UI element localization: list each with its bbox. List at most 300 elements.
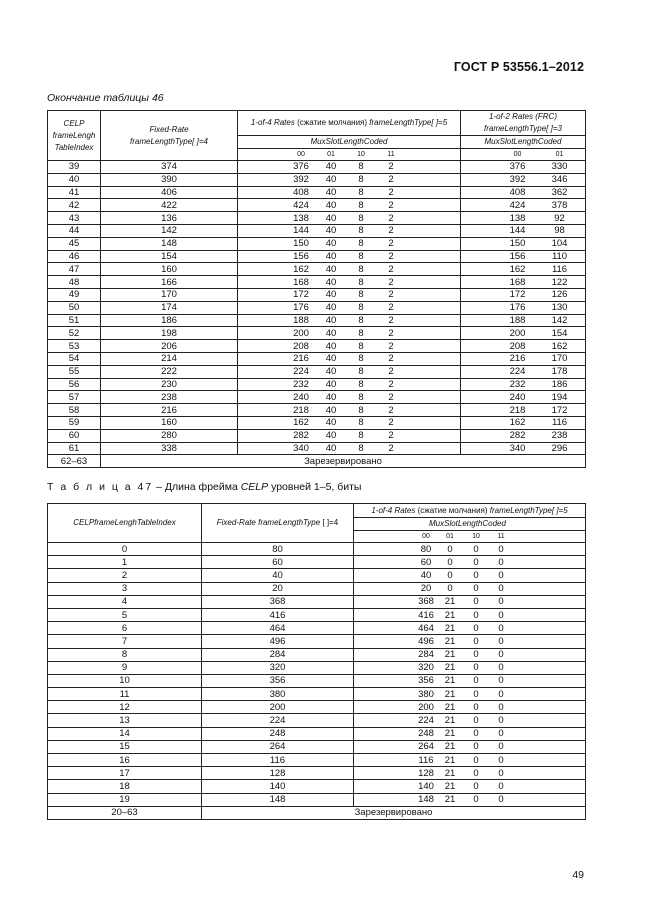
t46-mux-subheader-2: MuxSlotLengthCoded [461,136,586,149]
row-index: 16 [48,754,202,767]
fixed-rate-value: 280 [101,429,238,442]
cell-value: 0 [447,556,453,568]
cell-value: 376 [293,161,309,173]
cell-value: 40 [325,225,337,237]
cell-value: 138 [293,212,309,224]
mux-1of4-values [354,767,586,780]
cell-value: 21 [444,728,456,740]
mux-1of4-values [238,365,461,378]
cell-value: 0 [473,767,479,779]
cell-value: 0 [473,675,479,687]
cell-value: 224 [418,715,434,727]
cell-value: 178 [551,366,568,378]
cell-value: 40 [325,186,337,198]
cell-value: 150 [509,238,526,250]
cell-value: 8 [358,327,364,339]
row-index: 39 [48,161,101,174]
row-index: 58 [48,404,101,417]
mux-1of2-values [461,378,586,391]
mux-1of2-values [461,250,586,263]
row-index: 50 [48,301,101,314]
cell-value: 424 [293,199,309,211]
cell-value: 0 [498,622,504,634]
cell-value: 148 [418,794,434,806]
mux-1of4-values [354,569,586,582]
mux-1of2-values [461,391,586,404]
fixed-rate-value: 224 [202,714,354,727]
cell-value: 0 [473,596,479,608]
mux-1of4-values [354,754,586,767]
cell-value: 21 [444,767,456,779]
cell-value: 0 [498,569,504,581]
mux-1of4-values [238,340,461,353]
fixed-rate-value: 148 [101,237,238,250]
mux-1of4-values [238,391,461,404]
cell-value: 224 [509,366,526,378]
mux-1of4-values [354,780,586,793]
cell-value: 168 [293,276,309,288]
cell-value: 0 [498,649,504,661]
cell-value: 40 [325,353,337,365]
table-row [48,767,586,780]
cell-value: 2 [388,327,394,339]
row-index: 10 [48,674,202,687]
cell-value: 140 [418,780,434,792]
table-row [48,688,586,701]
t47-col-1of4-header: 1-of-4 Rates (сжатие молчания) frameLengthType[ ]=5 [354,504,586,518]
cell-value: 128 [418,767,434,779]
cell-value: 0 [498,715,504,727]
cell-value: 40 [325,199,337,211]
table-row [48,608,586,621]
cell-value: 8 [358,276,364,288]
cell-value: 188 [293,314,309,326]
row-index: 52 [48,327,101,340]
cell-value: 0 [447,583,453,595]
cell-value: 2 [388,391,394,403]
cell-value: 8 [358,378,364,390]
cell-value: 40 [325,161,337,173]
cell-value: 116 [551,263,568,275]
mux-1of2-values [461,301,586,314]
fixed-rate-value: 464 [202,622,354,635]
cell-value: 98 [554,225,565,237]
row-index: 14 [48,727,202,740]
row-index: 48 [48,276,101,289]
t47-col-fixed-header: Fixed-Rate frameLengthType [ ]=4 [202,504,354,543]
cell-value: 0 [473,794,479,806]
cell-value: 162 [509,417,526,429]
mux-1of2-values [461,340,586,353]
row-index: 0 [48,543,202,556]
cell-value: 130 [551,302,568,314]
row-index: 54 [48,352,101,365]
table-row [48,288,586,301]
row-index: 51 [48,314,101,327]
mux-1of2-values [461,276,586,289]
cell-value: 40 [325,250,337,262]
mux-1of4-values [354,622,586,635]
cell-value: 142 [551,314,568,326]
cell-value: 282 [293,430,309,442]
cell-value: 424 [509,199,526,211]
table-row [48,543,586,556]
mux-1of4-values [238,314,461,327]
row-index: 7 [48,635,202,648]
cell-value: 21 [444,701,456,713]
t47-mux-subheader: MuxSlotLengthCoded [354,518,586,531]
fixed-rate-value: 20 [202,582,354,595]
cell-value: 208 [293,340,309,352]
table-row [48,582,586,595]
mux-1of4-values [238,442,461,455]
cell-value: 408 [293,186,309,198]
cell-value: 40 [325,238,337,250]
cell-value: 8 [358,238,364,250]
cell-value: 218 [509,404,526,416]
cell-value: 0 [473,635,479,647]
row-index: 41 [48,186,101,199]
table-row [48,186,586,199]
t47-reserved-index: 20–63 [48,806,202,819]
cell-value: 2 [388,442,394,454]
cell-value: 0 [447,569,453,581]
cell-value: 186 [551,378,568,390]
mux-1of2-values [461,224,586,237]
table-row [48,556,586,569]
cell-value: 40 [325,314,337,326]
cell-value: 392 [293,174,309,186]
cell-value: 2 [388,366,394,378]
mux-1of4-values [238,250,461,263]
cell-value: 8 [358,225,364,237]
mux-1of4-values [238,263,461,276]
cell-value: 232 [293,378,309,390]
cell-value: 8 [358,442,364,454]
cell-value: 110 [551,250,568,262]
cell-value: 0 [473,741,479,753]
table-row [48,391,586,404]
table-row [48,352,586,365]
fixed-rate-value: 230 [101,378,238,391]
cell-value: 238 [551,430,568,442]
table-row [48,793,586,806]
cell-value: 40 [325,378,337,390]
cell-value: 282 [509,430,526,442]
cell-value: 224 [293,366,309,378]
cell-value: 40 [325,263,337,275]
cell-value: 2 [388,302,394,314]
cell-value: 0 [473,701,479,713]
mux-1of2-values [461,404,586,417]
fixed-rate-value: 222 [101,365,238,378]
fixed-rate-value: 238 [101,391,238,404]
cell-value: 8 [358,404,364,416]
cell-value: 0 [473,622,479,634]
mux-1of2-values [461,263,586,276]
table-row [48,263,586,276]
row-index: 46 [48,250,101,263]
cell-value: 21 [444,688,456,700]
cell-value: 126 [551,289,568,301]
mux-1of2-values [461,288,586,301]
row-index: 9 [48,661,202,674]
fixed-rate-value: 160 [101,416,238,429]
cell-value: 264 [418,741,434,753]
cell-value: 8 [358,186,364,198]
t46-col-1of4-header: 1-of-4 Rates (сжатие молчания) frameLengthType[ ]=5 [238,111,461,136]
cell-value: 2 [388,378,394,390]
mux-1of2-values [461,314,586,327]
mux-1of2-values [461,186,586,199]
cell-value: 0 [498,609,504,621]
row-index: 60 [48,429,101,442]
row-index: 44 [48,224,101,237]
cell-value: 20 [420,583,432,595]
mux-1of4-values [238,237,461,250]
t46-body [48,161,586,455]
cell-value: 2 [388,430,394,442]
mux-1of4-values [238,352,461,365]
fixed-rate-value: 416 [202,608,354,621]
cell-value: 2 [388,340,394,352]
cell-value: 2 [388,212,394,224]
cell-value: 416 [418,609,434,621]
cell-value: 156 [293,250,309,262]
cell-value: 0 [473,780,479,792]
mux-1of2-values [461,352,586,365]
row-index: 6 [48,622,202,635]
cell-value: 2 [388,353,394,365]
cell-value: 2 [388,186,394,198]
cell-value: 8 [358,353,364,365]
cell-value: 40 [325,391,337,403]
cell-value: 232 [509,378,526,390]
cell-value: 240 [509,391,526,403]
fixed-rate-value: 216 [101,404,238,417]
cell-value: 162 [293,263,309,275]
cell-value: 80 [420,543,432,555]
table-46 [47,110,586,468]
cell-value: 40 [325,327,337,339]
cell-value: 2 [388,263,394,275]
cell-value: 172 [509,289,526,301]
mux-1of4-values [238,301,461,314]
fixed-rate-value: 80 [202,543,354,556]
cell-value: 21 [444,754,456,766]
cell-value: 122 [551,276,568,288]
table-row [48,442,586,455]
fixed-rate-value: 356 [202,674,354,687]
row-index: 56 [48,378,101,391]
cell-value: 2 [388,417,394,429]
cell-value: 284 [418,649,434,661]
cell-value: 464 [418,622,434,634]
cell-value: 392 [509,174,526,186]
row-index: 57 [48,391,101,404]
cell-value: 0 [473,649,479,661]
row-index: 18 [48,780,202,793]
mux-1of4-values [354,701,586,714]
cell-value: 0 [498,767,504,779]
cell-value: 188 [509,314,526,326]
cell-value: 2 [388,161,394,173]
mux-1of2-values [461,161,586,174]
cell-value: 21 [444,675,456,687]
row-index: 1 [48,556,202,569]
cell-value: 0 [498,596,504,608]
cell-value: 340 [509,442,526,454]
cell-value: 0 [498,675,504,687]
mux-1of2-values [461,429,586,442]
cell-value: 40 [325,174,337,186]
cell-value: 0 [498,556,504,568]
cell-value: 0 [473,583,479,595]
fixed-rate-value: 142 [101,224,238,237]
row-index: 3 [48,582,202,595]
cell-value: 40 [325,212,337,224]
table-row [48,276,586,289]
cell-value: 0 [498,701,504,713]
cell-value: 2 [388,199,394,211]
cell-value: 0 [473,754,479,766]
cell-value: 2 [388,276,394,288]
fixed-rate-value: 206 [101,340,238,353]
row-index: 2 [48,569,202,582]
fixed-rate-value: 248 [202,727,354,740]
cell-value: 356 [418,675,434,687]
mux-1of4-values [354,740,586,753]
table-row [48,635,586,648]
fixed-rate-value: 136 [101,212,238,225]
t46-codes-1of2: 00 01 [461,149,586,161]
cell-value: 0 [498,583,504,595]
cell-value: 8 [358,314,364,326]
cell-value: 380 [418,688,434,700]
mux-1of4-values [354,635,586,648]
cell-value: 376 [509,161,526,173]
cell-value: 8 [358,250,364,262]
fixed-rate-value: 140 [202,780,354,793]
table-row [48,727,586,740]
fixed-rate-value: 200 [202,701,354,714]
cell-value: 8 [358,199,364,211]
row-index: 59 [48,416,101,429]
cell-value: 8 [358,161,364,173]
cell-value: 0 [498,741,504,753]
table-row [48,754,586,767]
row-index: 5 [48,608,202,621]
mux-1of2-values [461,442,586,455]
fixed-rate-value: 214 [101,352,238,365]
mux-1of4-values [354,648,586,661]
fixed-rate-value: 380 [202,688,354,701]
row-index: 43 [48,212,101,225]
table-row [48,314,586,327]
mux-1of4-values [238,224,461,237]
cell-value: 8 [358,391,364,403]
row-index: 17 [48,767,202,780]
fixed-rate-value: 320 [202,661,354,674]
table-row [48,740,586,753]
mux-1of4-values [354,556,586,569]
cell-value: 8 [358,263,364,275]
table-row [48,199,586,212]
mux-1of4-values [238,212,461,225]
table-row [48,212,586,225]
row-index: 8 [48,648,202,661]
fixed-rate-value: 154 [101,250,238,263]
row-index: 13 [48,714,202,727]
table-row [48,714,586,727]
table-row [48,378,586,391]
cell-value: 0 [473,662,479,674]
cell-value: 194 [551,391,568,403]
mux-1of4-values [354,727,586,740]
t47-codes-1of4: 00 01 10 11 [354,531,586,543]
cell-value: 40 [325,289,337,301]
cell-value: 2 [388,314,394,326]
table-row [48,173,586,186]
cell-value: 92 [554,212,565,224]
mux-1of2-values [461,365,586,378]
mux-1of4-values [354,661,586,674]
row-index: 42 [48,199,101,212]
table-row [48,340,586,353]
mux-1of4-values [238,378,461,391]
table-row [48,224,586,237]
cell-value: 40 [325,417,337,429]
mux-1of2-values [461,416,586,429]
fixed-rate-value: 166 [101,276,238,289]
mux-1of4-values [238,327,461,340]
t46-col-index-header: CELP frameLengh TableIndex [48,111,101,161]
cell-value: 340 [293,442,309,454]
cell-value: 2 [388,289,394,301]
cell-value: 150 [293,238,309,250]
cell-value: 0 [473,556,479,568]
cell-value: 104 [551,238,568,250]
fixed-rate-value: 198 [101,327,238,340]
mux-1of2-values [461,173,586,186]
table-row [48,674,586,687]
cell-value: 362 [551,186,568,198]
t46-reserved-index: 62–63 [48,455,101,468]
cell-value: 248 [418,728,434,740]
cell-value: 116 [551,417,568,429]
cell-value: 0 [498,780,504,792]
fixed-rate-value: 174 [101,301,238,314]
fixed-rate-value: 60 [202,556,354,569]
cell-value: 21 [444,622,456,634]
table-row [48,237,586,250]
cell-value: 21 [444,635,456,647]
cell-value: 40 [325,302,337,314]
cell-value: 21 [444,794,456,806]
cell-value: 330 [551,161,568,173]
cell-value: 320 [418,662,434,674]
cell-value: 0 [498,543,504,555]
fixed-rate-value: 390 [101,173,238,186]
fixed-rate-value: 374 [101,161,238,174]
cell-value: 116 [418,754,434,766]
table-row [48,404,586,417]
cell-value: 0 [473,688,479,700]
t46-reserved-text: Зарезервировано [101,455,586,468]
cell-value: 8 [358,366,364,378]
table-row [48,301,586,314]
mux-1of4-values [354,595,586,608]
